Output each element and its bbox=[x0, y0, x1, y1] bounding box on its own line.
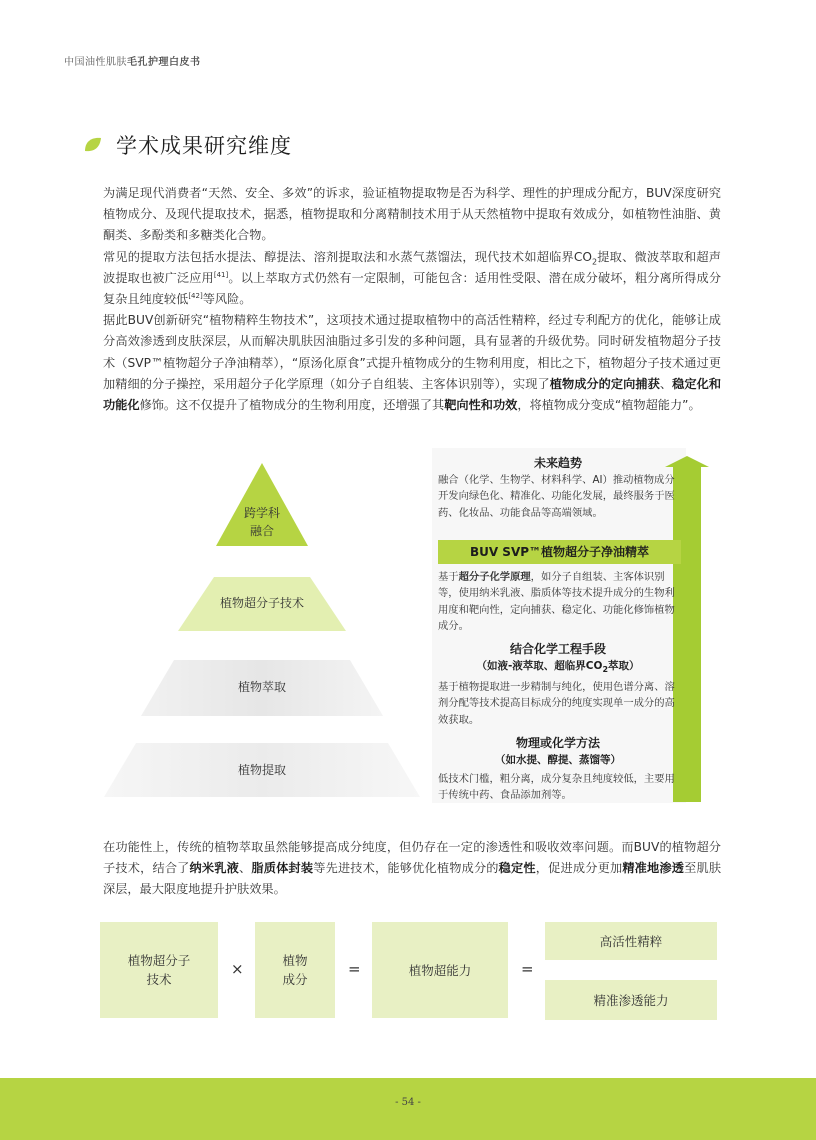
equals-operator-1: = bbox=[348, 960, 361, 978]
buv-svp-bar: BUV SVP™植物超分子净油精萃 bbox=[438, 540, 681, 564]
pyramid-label-4: 植物提取 bbox=[237, 763, 286, 777]
p2-text-a: 常见的提取方法包括水提法、醇提法、溶剂提取法和水蒸气蒸馏法，现代技术如超临界CO bbox=[103, 249, 592, 264]
equals-operator-2: = bbox=[521, 960, 534, 978]
p3-sep: 、 bbox=[659, 376, 673, 391]
outro-text bbox=[103, 837, 721, 901]
formula-box-ingredients bbox=[255, 922, 335, 1018]
svp-text-c: ，如分子自组装、主客体识别等，使用纳米乳液、脂质体等技术提升成分的生物利用度和靶向性，定向捕获、稳定化、功能化修饰植物成分。 bbox=[438, 571, 675, 633]
formula-box1-line1: 植物超分子 bbox=[127, 953, 191, 968]
reference-41: [41] bbox=[213, 270, 229, 279]
pyramid-label-2: 植物超分子技术 bbox=[219, 596, 304, 610]
times-operator: × bbox=[231, 960, 244, 978]
pyramid-label-3: 植物萃取 bbox=[237, 680, 286, 694]
p3-bold-1: 植物成分的定向捕获 bbox=[549, 376, 660, 391]
intro-paragraph-3 bbox=[103, 310, 721, 416]
phys-subtitle: （如水提、醇提、蒸馏等） bbox=[495, 754, 621, 766]
svp-text-a: 基于 bbox=[438, 571, 459, 583]
future-trend-title: 未来趋势 bbox=[533, 456, 582, 470]
phys-text: 低技术门槛，粗分离，成分复杂且纯度较低，主要用于传统中药、食品添加剂等。 bbox=[438, 773, 675, 802]
header-prefix: 中国油性肌肤 bbox=[64, 57, 127, 68]
formula-box2-line2: 成分 bbox=[282, 972, 308, 987]
chem-title: 结合化学工程手段 bbox=[509, 642, 606, 656]
outro-bold-3: 稳定性 bbox=[498, 861, 536, 876]
phys-title: 物理或化学方法 bbox=[515, 736, 600, 750]
chem-sub-b: 萃取） bbox=[608, 660, 640, 672]
outro-d: ，促进成分更加 bbox=[535, 861, 623, 876]
running-header bbox=[64, 53, 201, 68]
formula-diagram bbox=[100, 922, 720, 1022]
p2-text-d: 等风险。 bbox=[202, 292, 252, 307]
p3-text-c: 修饰。这不仅提升了植物成分的生物利用度，还增强了其 bbox=[139, 398, 445, 413]
svp-block bbox=[438, 569, 678, 635]
p2-text-c: 。以上萃取方式仍然有一定限制，可能包含：适用性受限、潜在成分破坏，粗分离所得成分复杂且纯度较低 bbox=[103, 270, 722, 307]
physical-methods-block bbox=[438, 734, 678, 804]
chem-sub-a: （如液-液萃取、超临界CO bbox=[476, 660, 603, 672]
intro-paragraph-2 bbox=[103, 247, 721, 311]
intro-text bbox=[103, 183, 721, 416]
co2-subscript: 2 bbox=[591, 257, 598, 267]
p3-bold-2: 稳定化和功能化 bbox=[103, 376, 722, 413]
pyramid-label-1-line-2: 融合 bbox=[249, 524, 274, 538]
formula-box-active-essence: 高活性精粹 bbox=[545, 922, 717, 960]
footer-band bbox=[0, 1078, 816, 1140]
chem-text: 基于植物提取进一步精制与纯化，使用色谱分离、溶剂分配等技术提高目标成分的纯度实现单一成分的高效获取。 bbox=[438, 681, 675, 726]
header-emph: 毛孔护理白皮书 bbox=[127, 57, 201, 68]
pyramid-label-1 bbox=[222, 504, 302, 540]
future-trend-block bbox=[438, 454, 678, 521]
formula-box2-line1: 植物 bbox=[282, 953, 308, 968]
section-heading bbox=[84, 130, 292, 160]
p2-text-b: 提取、微波萃取和超声波提取也被广泛应用 bbox=[103, 249, 721, 285]
reference-42: [42] bbox=[188, 291, 203, 300]
intro-paragraph-1: 为满足现代消费者“天然、安全、多效”的诉求，验证植物提取物是否为科学、理性的护理成分配方，BUV深度研究植物成分、及现代提取技术，据悉，植物提取和分离精制技术用于从天然植物中提取有效成分，如植物性油脂、黄酮类、多酚类和多糖类化合物。 bbox=[103, 186, 721, 243]
p3-bold-3: 靶向性和功效 bbox=[444, 398, 518, 413]
outro-bold-2: 脂质体封装 bbox=[251, 861, 314, 876]
formula-box1-line2: 技术 bbox=[146, 972, 172, 987]
outro-e: 至肌肤深层，最大限度地提升护肤效果。 bbox=[103, 861, 722, 897]
chem-sub-subscript: 2 bbox=[602, 665, 609, 675]
page-number: - 54 - bbox=[395, 1097, 421, 1108]
outro-bold-1: 纳米乳液 bbox=[189, 861, 240, 876]
chemical-engineering-block bbox=[438, 640, 678, 728]
section-title: 学术成果研究维度 bbox=[116, 134, 292, 158]
outro-a: 在功能性上，传统的植物萃取虽然能够提高成分纯度，但仍存在一定的渗透性和吸收效率问题。而BUV的植物超分子技术，结合了 bbox=[103, 840, 721, 876]
outro-sep: 、 bbox=[239, 861, 252, 876]
svp-text-bold: 超分子化学原理 bbox=[458, 571, 531, 583]
formula-box-precise-penetration: 精准渗透能力 bbox=[545, 980, 717, 1020]
formula-box-superpower: 植物超能力 bbox=[372, 922, 508, 1018]
technology-pyramid-diagram bbox=[100, 448, 720, 803]
outro-bold-4: 精准地渗透 bbox=[622, 861, 685, 876]
pyramid-label-1-line-1: 跨学科 bbox=[243, 506, 280, 520]
leaf-icon bbox=[84, 136, 102, 154]
future-trend-text: 融合（化学、生物学、材料科学、AI）推动植物成分开发向绿色化、精准化、功能化发展，最终服务于医药、化妆品、功能食品等高端领域。 bbox=[438, 474, 675, 519]
p3-text-a: 据此BUV创新研究“植物精粹生物技术”，这项技术通过提取植物中的高活性精粹，经过专利配方的优化，能够让成分高效渗透到皮肤深层，从而解决肌肤因油脂过多引发的多种问题，具有显著的升级优势。同时研发植物超分子技术（SVP™植物超分子净油精萃），“原汤化原食”式提升植物成分的生物利用度，相比之下，植物超分子技术通过更加精细的分子操控，采用超分子化学原理（如分子自组装、主客体识别等），实现了 bbox=[103, 313, 721, 391]
formula-box-supramolecular bbox=[100, 922, 218, 1018]
chem-subtitle bbox=[438, 658, 678, 674]
p3-text-d: ，将植物成分变成“植物超能力”。 bbox=[517, 398, 701, 413]
outro-c: 等先进技术，能够优化植物成分的 bbox=[313, 861, 499, 876]
